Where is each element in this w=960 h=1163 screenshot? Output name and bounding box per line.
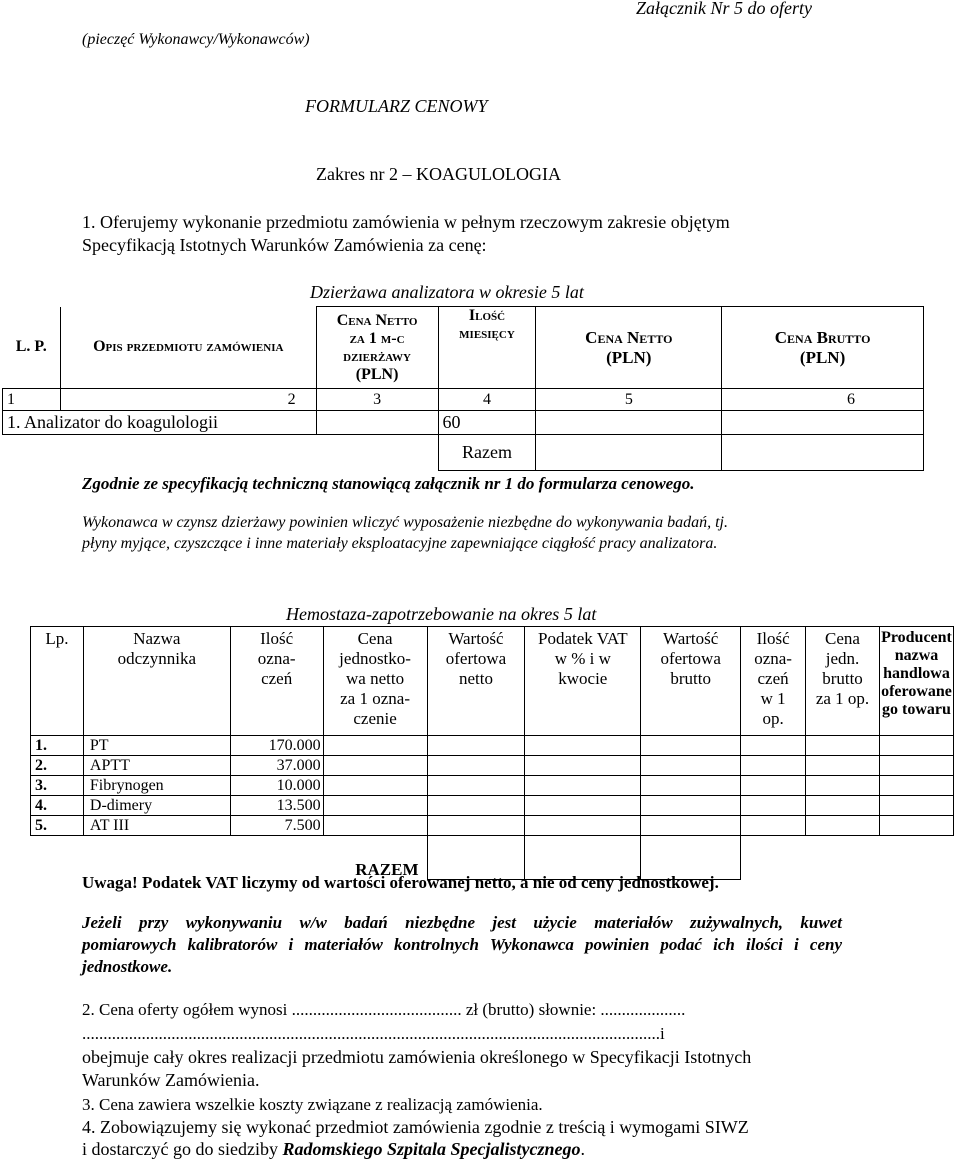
column-numbers-row: [3, 389, 924, 411]
unit-price-cell[interactable]: [316, 411, 438, 435]
header-line: czeń: [757, 669, 789, 688]
hospital-name: Radomskiego Szpitala Specjalistycznego: [282, 1139, 581, 1159]
months-cell: 60: [438, 411, 536, 435]
header-line: Producent: [881, 629, 952, 646]
row-number: 5.: [31, 816, 84, 836]
header-line: brutto: [822, 669, 863, 688]
column-number: 5: [536, 389, 722, 411]
table-row: [31, 736, 954, 756]
total-net-cell[interactable]: [536, 435, 722, 471]
qty-pack-cell[interactable]: [741, 756, 806, 776]
col-unit-gross-header: [806, 627, 880, 736]
reagent-name: D-dimery: [83, 796, 230, 816]
table-row: [31, 776, 954, 796]
qty-pack-cell[interactable]: [741, 736, 806, 756]
row-number: 4.: [31, 796, 84, 816]
col-unit-price-header: [316, 307, 438, 389]
col-producer-header: [879, 627, 953, 736]
header-line: Wartość: [448, 629, 504, 648]
item-name: 1. Analizator do koagulologii: [3, 411, 317, 435]
value-gross-cell[interactable]: [641, 796, 741, 816]
vat-cell[interactable]: [525, 776, 641, 796]
header-line: Ilość: [756, 629, 790, 648]
unit-gross-cell[interactable]: [806, 776, 880, 796]
table-row: [31, 756, 954, 776]
vat-cell[interactable]: [525, 816, 641, 836]
column-number: 6: [722, 389, 924, 411]
unit-net-cell[interactable]: [323, 736, 427, 756]
header-line: jednostko-: [339, 649, 411, 668]
header-line: ofertowa: [445, 649, 507, 668]
reagent-rows: [31, 736, 954, 836]
price-words-line[interactable]: ........................................................................................................................................i: [82, 1024, 665, 1043]
stamp-label: (pieczęć Wykonawcy/Wykonawców): [82, 31, 310, 48]
header-line: ozna-: [754, 649, 792, 668]
column-number: 3: [316, 389, 438, 411]
header-line: Wartość: [663, 629, 719, 648]
unit-gross-cell[interactable]: [806, 756, 880, 776]
gross-header-line-2: (PLN): [799, 347, 846, 367]
column-number: 1: [3, 389, 61, 411]
reagent-name: Fibrynogen: [83, 776, 230, 796]
costs-line: 3. Cena zawiera wszelkie koszty związane z realizacją zamówienia.: [82, 1095, 543, 1114]
scope-title: Zakres nr 2 – KOAGULOLOGIA: [316, 164, 561, 184]
vat-cell[interactable]: [525, 756, 641, 776]
col-qty-header: [230, 627, 323, 736]
rent-note-line-1: Wykonawca w czynsz dzierżawy powinien wliczyć wyposażenie niezbędne do wykonywania badań, tj.: [82, 514, 728, 531]
unit-gross-cell[interactable]: [806, 736, 880, 756]
total-price-line[interactable]: 2. Cena oferty ogółem wynosi ........................................ zł (brutto) słownie: ....................: [82, 1000, 686, 1019]
intro-line-1: 1. Oferujemy wykonanie przedmiotu zamówienia w pełnym rzeczowym zakresie objętym: [82, 212, 730, 232]
net-header-line-1: Cena Netto: [585, 327, 673, 347]
producer-cell[interactable]: [879, 796, 953, 816]
unit-price-header-line-1: Cena Netto: [336, 311, 418, 329]
producer-cell[interactable]: [879, 816, 953, 836]
covers-line-2: Warunków Zamówienia.: [82, 1070, 260, 1090]
consumables-line-1: Jeżeli przy wykonywaniu w/w badań niezbędne jest użycie materiałów zużywalnych, kuwet: [82, 913, 842, 932]
qty-pack-cell[interactable]: [741, 816, 806, 836]
col-net-header: [536, 307, 722, 389]
months-header-line-2: miesięcy: [459, 325, 515, 342]
total-label: Razem: [438, 435, 536, 471]
table1-caption: Dzierżawa analizatora w okresie 5 lat: [310, 282, 584, 302]
table-row: [31, 816, 954, 836]
header-line: odczynnika: [117, 649, 196, 668]
col-value-gross-header: [641, 627, 741, 736]
producer-cell[interactable]: [879, 776, 953, 796]
header-line: op.: [762, 709, 784, 728]
net-header-line-2: (PLN): [606, 347, 652, 367]
unit-price-header-line-3: dzierżawy: [343, 347, 411, 365]
unit-net-cell[interactable]: [323, 776, 427, 796]
qty-pack-cell[interactable]: [741, 776, 806, 796]
header-line: kwocie: [558, 669, 608, 688]
header-line: za 1 ozna-: [340, 689, 410, 708]
total-gross-cell[interactable]: [722, 435, 924, 471]
intro-line-2: Specyfikacją Istotnych Warunków Zamówienia za cenę:: [82, 235, 487, 255]
covers-line-1: obejmuje cały okres realizacji przedmiotu zamówienia określonego w Specyfikacji Istotnych: [82, 1047, 752, 1067]
unit-price-header-line-2: za 1 m-c: [349, 329, 405, 347]
header-line: ozna-: [257, 649, 296, 668]
reagents-table: [30, 626, 954, 880]
table-row: [3, 411, 924, 435]
header-line: w % i w: [554, 649, 611, 668]
consumables-line-3: jednostkowe.: [82, 957, 173, 976]
row-number: 2.: [31, 756, 84, 776]
col-months-header: [438, 307, 536, 389]
value-net-cell[interactable]: [427, 756, 525, 776]
header-line: jedn.: [825, 649, 860, 668]
attachment-label: Załącznik Nr 5 do oferty: [636, 0, 812, 18]
col-lp-header: L. P.: [15, 338, 47, 356]
value-net-cell[interactable]: [427, 816, 525, 836]
reagent-quantity: 7.500: [230, 816, 323, 836]
form-title: FORMULARZ CENOWY: [305, 96, 488, 116]
reagent-quantity: 10.000: [230, 776, 323, 796]
reagent-name: AT III: [83, 816, 230, 836]
value-gross-cell[interactable]: [641, 776, 741, 796]
header-line: za 1 op.: [815, 689, 870, 708]
header-line: oferowane: [881, 683, 952, 700]
column-number: 4: [438, 389, 536, 411]
gross-price-cell[interactable]: [722, 411, 924, 435]
vat-cell[interactable]: [525, 796, 641, 816]
col-vat-header: [525, 627, 641, 736]
unit-net-cell[interactable]: [323, 756, 427, 776]
producer-cell[interactable]: [879, 736, 953, 756]
unit-net-cell[interactable]: [323, 796, 427, 816]
spec-note: Zgodnie ze specyfikacją techniczną stanowiącą załącznik nr 1 do formularza cenowego.: [82, 474, 695, 493]
header-line: ofertowa: [660, 649, 721, 668]
value-gross-cell[interactable]: [641, 816, 741, 836]
col-desc-header: Opis przedmiotu zamówienia: [60, 307, 316, 389]
gross-header-line-1: Cena Brutto: [774, 327, 871, 347]
reagent-quantity: 170.000: [230, 736, 323, 756]
total-row: [3, 435, 924, 471]
commit-line-2: [82, 1139, 585, 1160]
reagents-header-row: [31, 627, 954, 736]
value-gross-cell[interactable]: [641, 736, 741, 756]
net-price-cell[interactable]: [536, 411, 722, 435]
table-row: [31, 796, 954, 816]
total-label: RAZEM: [355, 859, 419, 879]
header-line: handlowa: [883, 665, 950, 682]
vat-warning: Uwaga! Podatek VAT liczymy od wartości oferowanej netto, a nie od ceny jednostkowej.: [82, 873, 719, 892]
value-net-cell[interactable]: [427, 796, 525, 816]
reagent-quantity: 13.500: [230, 796, 323, 816]
commit-line-1: 4. Zobowiązujemy się wykonać przedmiot zamówienia zgodnie z treścią i wymogami SIWZ: [82, 1117, 749, 1137]
qty-pack-cell[interactable]: [741, 796, 806, 816]
reagent-name: APTT: [83, 756, 230, 776]
value-net-cell[interactable]: [427, 776, 525, 796]
producer-cell[interactable]: [879, 756, 953, 776]
header-line: Podatek VAT: [538, 629, 628, 648]
column-number: 2: [60, 389, 316, 411]
header-line: Cena: [825, 629, 860, 648]
commit-end: .: [580, 1139, 585, 1159]
months-header-line-1: Ilość: [468, 307, 506, 324]
col-name-header: [83, 627, 230, 736]
header-line: Ilość: [260, 629, 294, 648]
unit-gross-cell[interactable]: [806, 796, 880, 816]
header-line: wa netto: [346, 669, 405, 688]
table2-caption: Hemostaza-zapotrzebowanie na okres 5 lat: [286, 604, 597, 624]
header-line: czeń: [261, 669, 293, 688]
header-line: brutto: [670, 669, 711, 688]
reagent-name: PT: [83, 736, 230, 756]
col-lp-header: Lp.: [31, 627, 84, 736]
header-line: go towaru: [882, 701, 951, 718]
value-net-cell[interactable]: [427, 736, 525, 756]
header-line: nazwa: [894, 647, 939, 664]
row-number: 1.: [31, 736, 84, 756]
reagent-quantity: 37.000: [230, 756, 323, 776]
header-line: Nazwa: [133, 629, 181, 648]
header-line: czenie: [353, 709, 397, 728]
unit-net-cell[interactable]: [323, 816, 427, 836]
consumables-line-2: pomiarowych kalibratorów i materiałów kontrolnych Wykonawca powinien podać ich ilości i ceny: [82, 935, 842, 954]
header-line: w 1: [760, 689, 786, 708]
unit-gross-cell[interactable]: [806, 816, 880, 836]
header-line: netto: [458, 669, 493, 688]
rent-note-line-2: płyny myjące, czyszczące i inne materiały eksploatacyjne zapewniające ciągłość pracy analizatora.: [82, 535, 718, 552]
vat-cell[interactable]: [525, 736, 641, 756]
header-line: Cena: [357, 629, 393, 648]
lease-table: [2, 306, 924, 471]
unit-price-header-line-4: (PLN): [355, 365, 399, 383]
col-value-net-header: [427, 627, 525, 736]
col-qty-pack-header: [741, 627, 806, 736]
col-gross-header: [722, 307, 924, 389]
commit-text: i dostarczyć go do siedziby: [82, 1139, 283, 1159]
col-unit-net-header: [323, 627, 427, 736]
value-gross-cell[interactable]: [641, 756, 741, 776]
row-number: 3.: [31, 776, 84, 796]
